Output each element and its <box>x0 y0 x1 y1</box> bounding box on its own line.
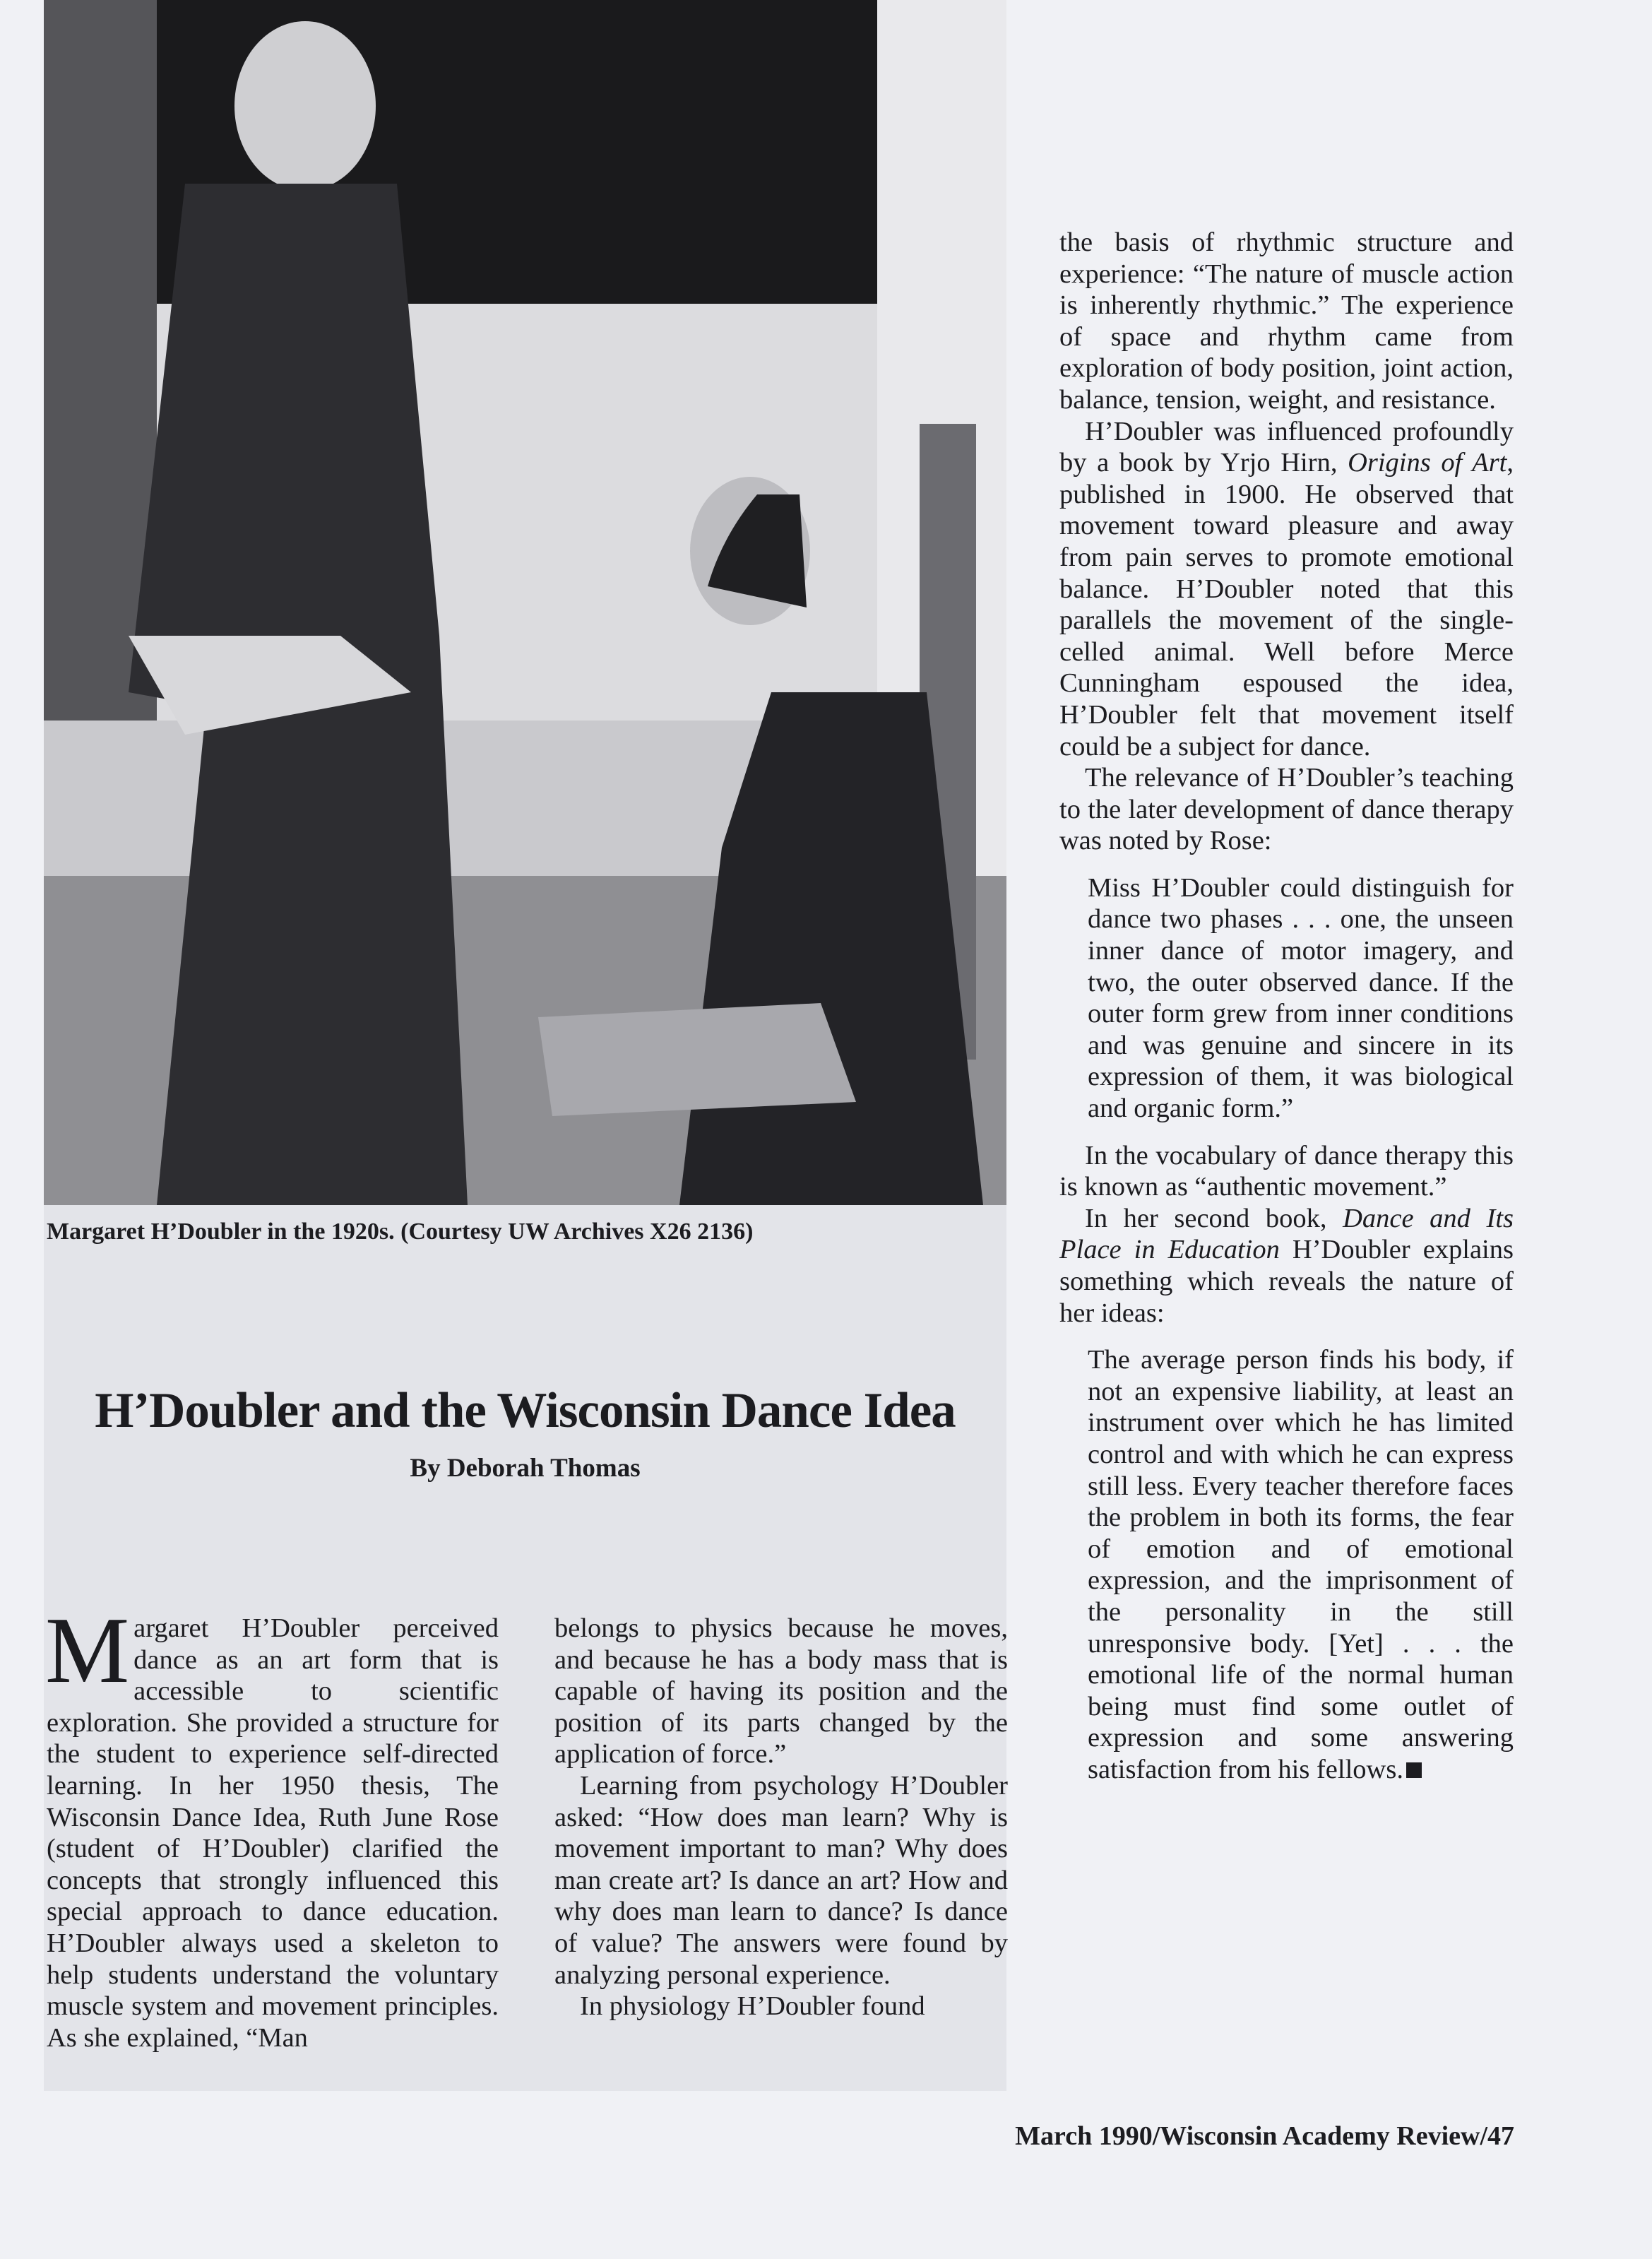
paragraph: In physiology H’Doubler found <box>580 1991 925 2022</box>
text-column-3 <box>1059 227 1514 1786</box>
block-quote: Miss H’Doubler could distinguish for dance two phases . . . one, the unseen inner dance of motor imagery, and two, the outer observed dance. If the outer form grew from inner conditions and was genuine and sincere in its expression of them, it was biological and organic form.” <box>1088 872 1514 1124</box>
paragraph: the basis of rhythmic structure and experience: “The nature of muscle action is inherently rhythmic.” The experience of space and rhythm came from exploration of body position, joint action, balance, tension, weight, and resistance. <box>1059 227 1514 415</box>
page-footer: March 1990/Wisconsin Academy Review/47 <box>1015 2121 1514 2151</box>
book-title: Origins of Art <box>1348 448 1507 478</box>
quote-text: The average person finds his body, if not an expensive liability, at least an instrument over which he has limited control and with which he can express still less. Every teacher therefore faces the problem in both its forms, the fear of emotion and of emotional expression, and the imprisonment of the personality in the still unresponsive body. [Yet] . . . the emotional life of the normal human being must find some outlet of expression and some answering satisfaction from his fellows. <box>1088 1345 1514 1784</box>
archival-photo <box>44 0 1006 1205</box>
paragraph: In the vocabulary of dance therapy this is known as “authentic movement.” <box>1059 1140 1514 1202</box>
paragraph <box>45 1598 499 2053</box>
book-title: Dance and Its Place in Education <box>1059 1203 1514 1265</box>
paragraph-text: argaret H’Doubler perceived dance as an art form that is accessible to scientific exploration. She provided a structure for the student to experience self-directed learning. In her 1950 thesis, The Wisconsin Dance Idea, Ruth June Rose (student of H’Doubler) clarified the concepts that strongly influenced this special approach to dance education. H’Doubler always used a skeleton to help students understand the voluntary muscle system and movement principles. As she explained, “Man <box>47 1613 499 2053</box>
paragraph: belongs to physics because he moves, and because he has a body mass that is capable of having its position and the position of its parts changed by the application of force.” <box>554 1613 1008 1769</box>
paragraph <box>1059 416 1514 763</box>
photo-caption: Margaret H’Doubler in the 1920s. (Courtesy UW Archives X26 2136) <box>47 1219 754 1245</box>
paragraph-text: , published in 1900. He observed that movement toward pleasure and away from pain serves to promote emotional balance. H’Doubler noted that this parallels the movement of the single-celled animal. Well before Merce Cunningham espoused the idea, H’Doubler felt that movement itself could be a subject for dance. <box>1059 448 1514 761</box>
text-column-2 <box>554 1613 1008 2022</box>
paragraph <box>1059 1203 1514 1329</box>
text-column-1 <box>45 1598 499 2053</box>
block-quote <box>1088 1344 1514 1785</box>
drop-cap: M <box>45 1598 130 1702</box>
article-title: H’Doubler and the Wisconsin Dance Idea <box>95 1383 956 1438</box>
photo-illustration <box>44 0 1006 1205</box>
paragraph-text: H’Doubler was influenced profoundly by a book by Yrjo Hirn, <box>1059 416 1514 478</box>
paragraph: The relevance of H’Doubler’s teaching to the later development of dance therapy was noted by Rose: <box>1059 763 1514 856</box>
paragraph-text: H’Doubler explains something which reveals the nature of her ideas: <box>1059 1235 1514 1328</box>
end-mark-icon <box>1406 1762 1422 1778</box>
paragraph-text: In her second book, <box>1085 1203 1327 1233</box>
paragraph: Learning from psychology H’Doubler asked: “How does man learn? Why is movement important to man? Why does man create art? Is dance an art? How and why does man learn to dance? Is dance of value? The answers were found by analyzing personal experience. <box>554 1770 1008 1990</box>
article-byline: By Deborah Thomas <box>410 1454 641 1483</box>
